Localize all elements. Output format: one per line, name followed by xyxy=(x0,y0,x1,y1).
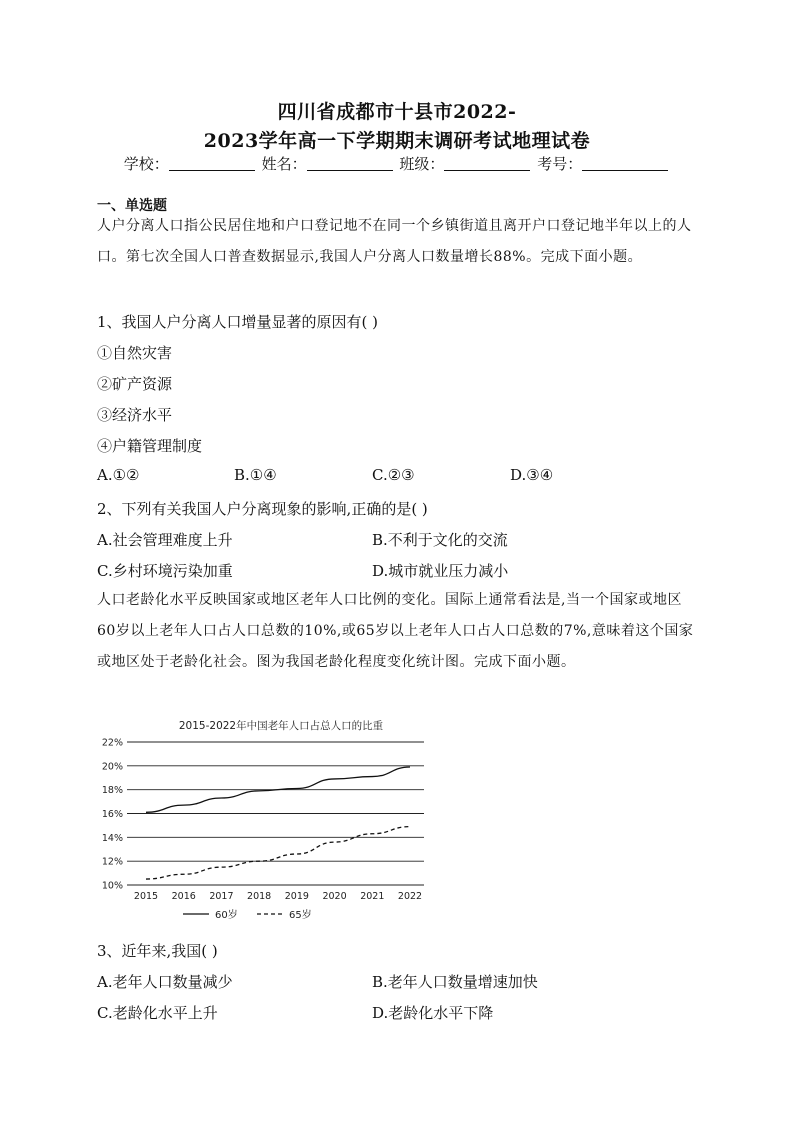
x-tick-label: 2020 xyxy=(322,891,347,902)
exam-number-label: 考号： xyxy=(537,155,583,173)
x-tick-label: 2016 xyxy=(171,891,196,902)
y-tick-label: 22% xyxy=(101,737,123,749)
exam-title-line1: 四川省成都市十县市2022- xyxy=(277,101,517,123)
x-tick-label: 2017 xyxy=(209,891,234,902)
y-tick-label: 18% xyxy=(101,785,123,797)
question-1-item: ③经济水平 xyxy=(97,406,173,424)
question-3-option-c[interactable]: C.老龄化水平上升 xyxy=(97,1004,218,1022)
x-tick-label: 2022 xyxy=(397,891,423,902)
question-3-stem: 3、近年来,我国( ) xyxy=(97,942,218,960)
question-3-option-a[interactable]: A.老年人口数量减少 xyxy=(97,973,233,991)
question-1-item: ①自然灾害 xyxy=(97,344,173,362)
name-label: 姓名： xyxy=(261,155,307,173)
question-1-option-c[interactable]: C.②③ xyxy=(372,466,415,484)
x-tick-label: 2021 xyxy=(360,891,385,902)
legend-label: 60岁 xyxy=(215,910,238,921)
x-tick-label: 2019 xyxy=(284,891,309,902)
question-2-stem: 2、下列有关我国人户分离现象的影响,正确的是( ) xyxy=(97,500,428,518)
question-1-item: ④户籍管理制度 xyxy=(97,437,203,455)
question-1-item: ②矿产资源 xyxy=(97,375,173,393)
school-blank[interactable] xyxy=(169,156,255,171)
y-tick-label: 10% xyxy=(101,880,123,892)
section-title: 一、单选题 xyxy=(97,198,167,214)
question-2-option-c[interactable]: C.乡村环境污染加重 xyxy=(97,562,233,580)
school-label: 学校： xyxy=(123,155,169,173)
y-tick-label: 20% xyxy=(101,761,123,773)
legend-label: 65岁 xyxy=(289,910,312,921)
passage-2: 人口老龄化水平反映国家或地区老年人口比例的变化。国际上通常看法是,当一个国家或地区60岁以上老年人口占人口总数的10%,或65岁以上老年人口占人口总数的7%,意味着这个国家或地区处于老龄化社会。图为我国老龄化程度变化统计图。完成下面小题。 xyxy=(97,592,694,670)
question-1-option-a[interactable]: A.①② xyxy=(97,466,140,484)
question-2-option-d[interactable]: D.城市就业压力减小 xyxy=(372,562,509,580)
question-1-option-b[interactable]: B.①④ xyxy=(234,466,277,484)
question-3-option-b[interactable]: B.老年人口数量增速加快 xyxy=(372,973,538,991)
question-3-option-d[interactable]: D.老龄化水平下降 xyxy=(372,1004,494,1022)
y-tick-label: 14% xyxy=(101,832,123,844)
class-blank[interactable] xyxy=(444,156,530,171)
y-tick-label: 16% xyxy=(101,809,123,820)
aging-chart xyxy=(97,712,437,927)
y-tick-label: 12% xyxy=(101,856,123,868)
question-1-stem: 1、我国人户分离人口增量显著的原因有( ) xyxy=(97,313,379,331)
question-2-option-b[interactable]: B.不利于文化的交流 xyxy=(372,531,508,549)
name-blank[interactable] xyxy=(307,156,393,171)
student-info-row xyxy=(0,153,794,174)
class-label: 班级： xyxy=(399,155,445,173)
chart-title: 2015-2022年中国老年人口占总人口的比重 xyxy=(178,720,384,732)
exam-title-line2: 2023学年高一下学期期末调研考试地理试卷 xyxy=(203,130,591,152)
question-1-option-d[interactable]: D.③④ xyxy=(510,466,554,484)
x-tick-label: 2018 xyxy=(247,891,272,902)
x-tick-label: 2015 xyxy=(133,891,159,902)
series-line-65 xyxy=(146,827,410,879)
question-2-option-a[interactable]: A.社会管理难度上升 xyxy=(97,531,233,549)
exam-number-blank[interactable] xyxy=(582,156,668,171)
passage-1: 人户分离人口指公民居住地和户口登记地不在同一个乡镇街道且离开户口登记地半年以上的人口。第七次全国人口普查数据显示,我国人户分离人口数量增长88%。完成下面小题。 xyxy=(97,218,692,265)
